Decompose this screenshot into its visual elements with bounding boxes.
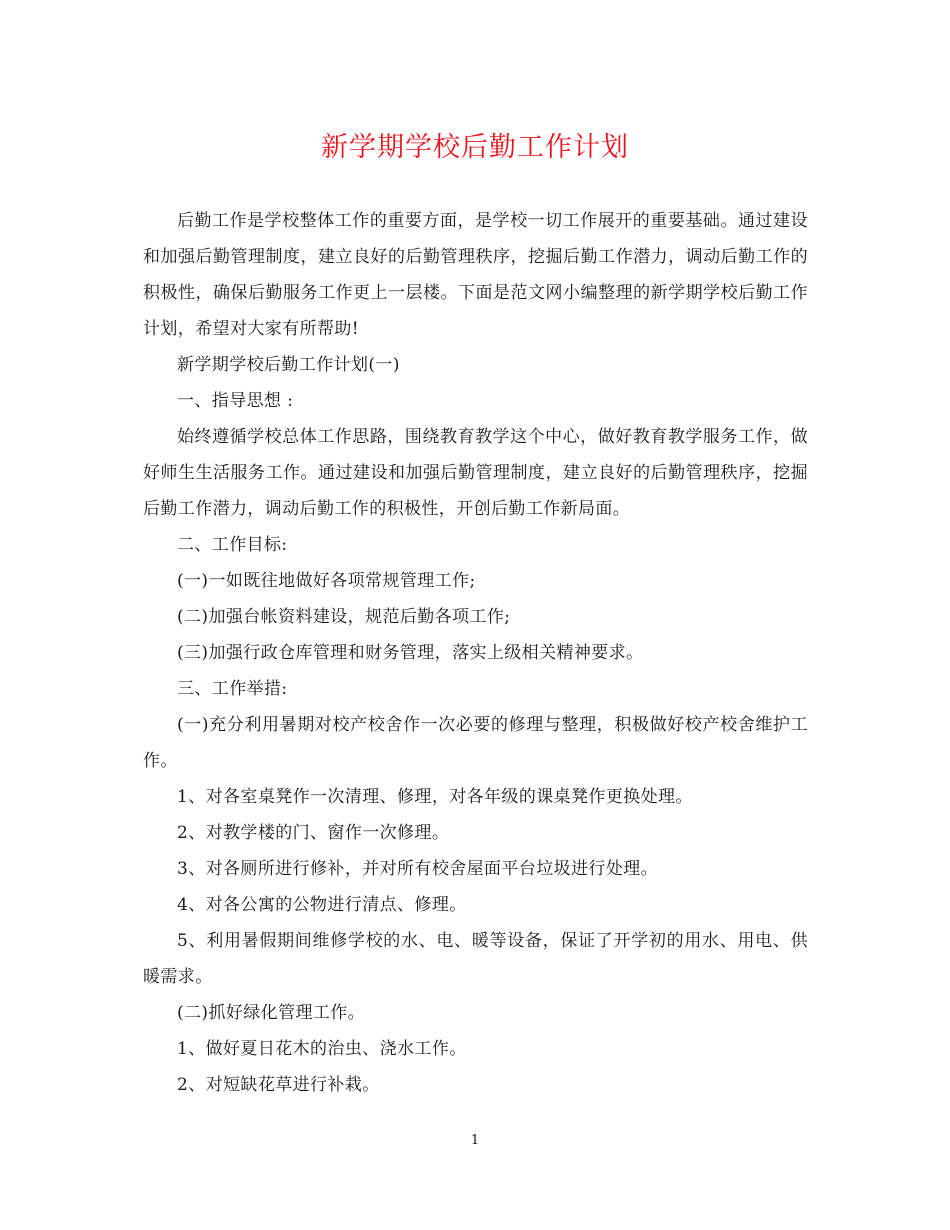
plan-heading: 新学期学校后勤工作计划(一) <box>177 355 400 375</box>
measure-item: 1、对各室桌凳作一次清理、修理，对各年级的课桌凳作更换处理。 <box>177 787 693 807</box>
guiding-ideology-paragraph: 始终遵循学校总体工作思路，围绕教育教学这个中心，做好教育教学服务工作，做好师生生活服务工作。通过建设和加强后勤管理制度，建立良好的后勤管理秩序，挖掘后勤工作潜力，调动后勤工作的积极性，开创后勤工作新局面。 <box>143 427 808 519</box>
section-heading-guiding-ideology: 一、指导思想 : <box>177 391 294 411</box>
measure-item: 1、做好夏日花木的治虫、浇水工作。 <box>177 1039 467 1059</box>
section-heading-work-goals: 二、工作目标: <box>177 535 288 555</box>
measure-item: 4、对各公寓的公物进行清点、修理。 <box>177 895 467 915</box>
page-number: 1 <box>470 1133 480 1148</box>
goal-item: (二)加强台帐资料建设，规范后勤各项工作; <box>177 607 511 627</box>
section-heading-work-measures: 三、工作举措: <box>177 679 288 699</box>
goal-item: (三)加强行政仓库管理和财务管理，落实上级相关精神要求。 <box>177 643 644 663</box>
measure-subheading: (二)抓好绿化管理工作。 <box>177 1003 366 1023</box>
measure-item: 2、对短缺花草进行补栽。 <box>177 1075 380 1095</box>
measure-item: 5、利用暑假期间维修学校的水、电、暖等设备，保证了开学初的用水、用电、供暖需求。 <box>143 931 808 987</box>
document-title: 新学期学校后勤工作计划 <box>321 132 629 163</box>
goal-item: (一)一如既往地做好各项常规管理工作; <box>177 571 476 591</box>
document-body <box>143 203 808 1103</box>
measure-item: 3、对各厕所进行修补，并对所有校舍屋面平台垃圾进行处理。 <box>177 859 659 879</box>
measure-subheading: (一)充分利用暑期对校产校舍作一次必要的修理与整理，积极做好校产校舍维护工作。 <box>143 715 808 771</box>
intro-paragraph: 后勤工作是学校整体工作的重要方面，是学校一切工作展开的重要基础。通过建设和加强后勤管理制度，建立良好的后勤管理秩序，挖掘后勤工作潜力，调动后勤工作的积极性，确保后勤服务工作更上一层楼。下面是范文网小编整理的新学期学校后勤工作计划，希望对大家有所帮助! <box>143 211 808 339</box>
measure-item: 2、对教学楼的门、窗作一次修理。 <box>177 823 450 843</box>
